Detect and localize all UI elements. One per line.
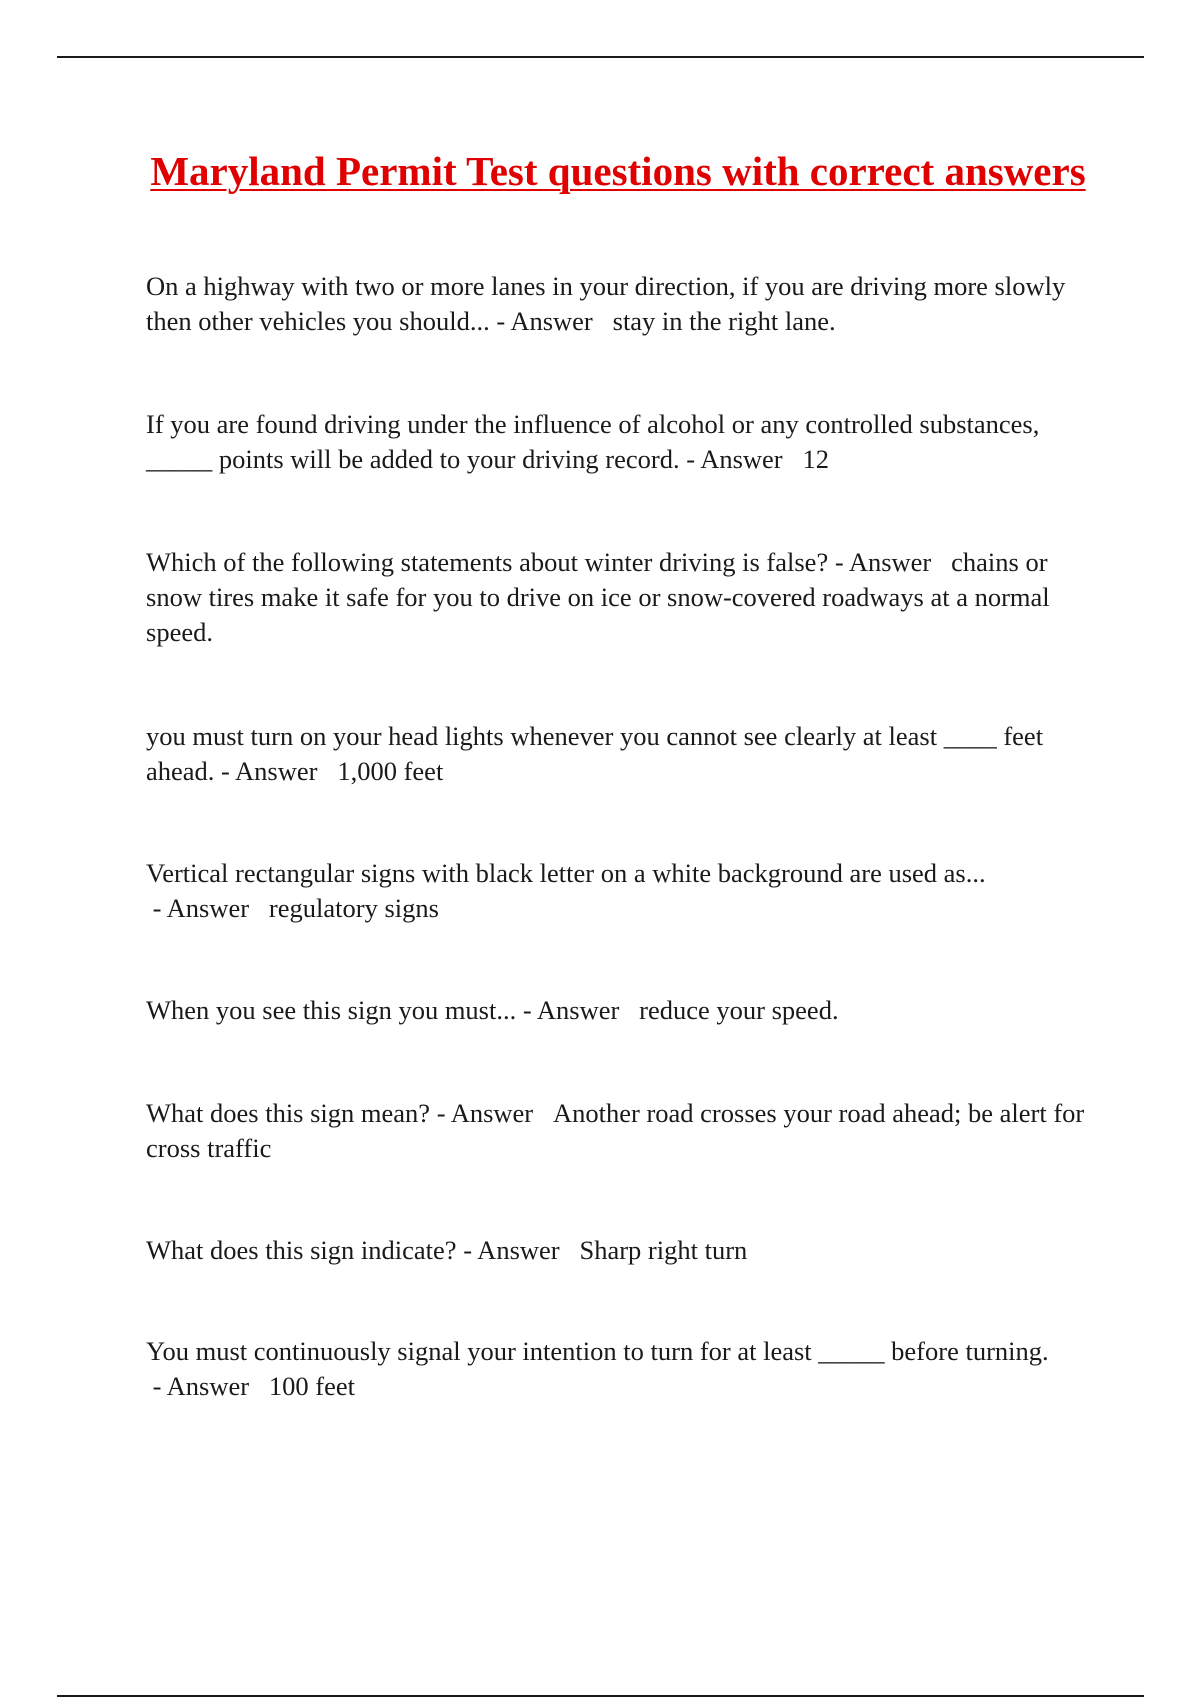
answer-text: 12 bbox=[802, 444, 830, 474]
question-text: When you see this sign you must... bbox=[146, 995, 517, 1025]
qa-item-6 bbox=[146, 993, 1088, 1028]
question-text: you must turn on your head lights whenever you cannot see clearly at least ____ feet ahead. bbox=[146, 721, 1044, 786]
answer-text: reduce your speed. bbox=[639, 995, 839, 1025]
answer-text: 100 feet bbox=[268, 1371, 356, 1401]
answer-marker: - Answer bbox=[456, 1235, 567, 1265]
qa-item-3 bbox=[146, 545, 1088, 650]
answer-marker: - Answer bbox=[828, 547, 938, 577]
qa-item-4 bbox=[146, 719, 1088, 789]
qa-item-2 bbox=[146, 407, 1088, 477]
qa-item-5 bbox=[146, 856, 1088, 926]
answer-marker: - Answer bbox=[679, 444, 790, 474]
answer-marker: - Answer bbox=[516, 995, 626, 1025]
answer-marker: - Answer bbox=[430, 1098, 540, 1128]
answer-marker: - Answer bbox=[146, 893, 256, 923]
qa-item-7 bbox=[146, 1096, 1088, 1166]
answer-text: 1,000 feet bbox=[337, 756, 444, 786]
question-text: On a highway with two or more lanes in your direction, if you are driving more slowly then other vehicles you should... bbox=[146, 271, 1066, 336]
question-text: You must continuously signal your intention to turn for at least _____ before turning. bbox=[146, 1336, 1049, 1366]
answer-marker: - Answer bbox=[146, 1371, 256, 1401]
answer-text: chains or snow tires make it safe for you to drive on ice or snow-covered roadways at a normal speed. bbox=[146, 547, 1050, 647]
qa-item-8 bbox=[146, 1233, 1088, 1268]
question-text: Which of the following statements about winter driving is false? bbox=[146, 547, 829, 577]
answer-text: Sharp right turn bbox=[579, 1235, 748, 1265]
question-text: If you are found driving under the influence of alcohol or any controlled substances, _____ points will be added to your driving record. bbox=[146, 409, 1040, 474]
document-title: Maryland Permit Test questions with correct answers bbox=[150, 148, 1086, 194]
qa-item-9 bbox=[146, 1334, 1088, 1404]
question-text: What does this sign mean? bbox=[146, 1098, 431, 1128]
qa-item-1 bbox=[146, 269, 1088, 339]
answer-text: regulatory signs bbox=[268, 893, 439, 923]
footer-rule bbox=[57, 1695, 1144, 1697]
answer-marker: - Answer bbox=[489, 306, 600, 336]
question-text: Vertical rectangular signs with black letter on a white background are used as... bbox=[146, 858, 986, 888]
answer-text: stay in the right lane. bbox=[612, 306, 836, 336]
header-rule bbox=[57, 56, 1144, 58]
answer-text: Another road crosses your road ahead; be alert for cross traffic bbox=[146, 1098, 1085, 1163]
question-text: What does this sign indicate? bbox=[146, 1235, 457, 1265]
answer-marker: - Answer bbox=[214, 756, 325, 786]
